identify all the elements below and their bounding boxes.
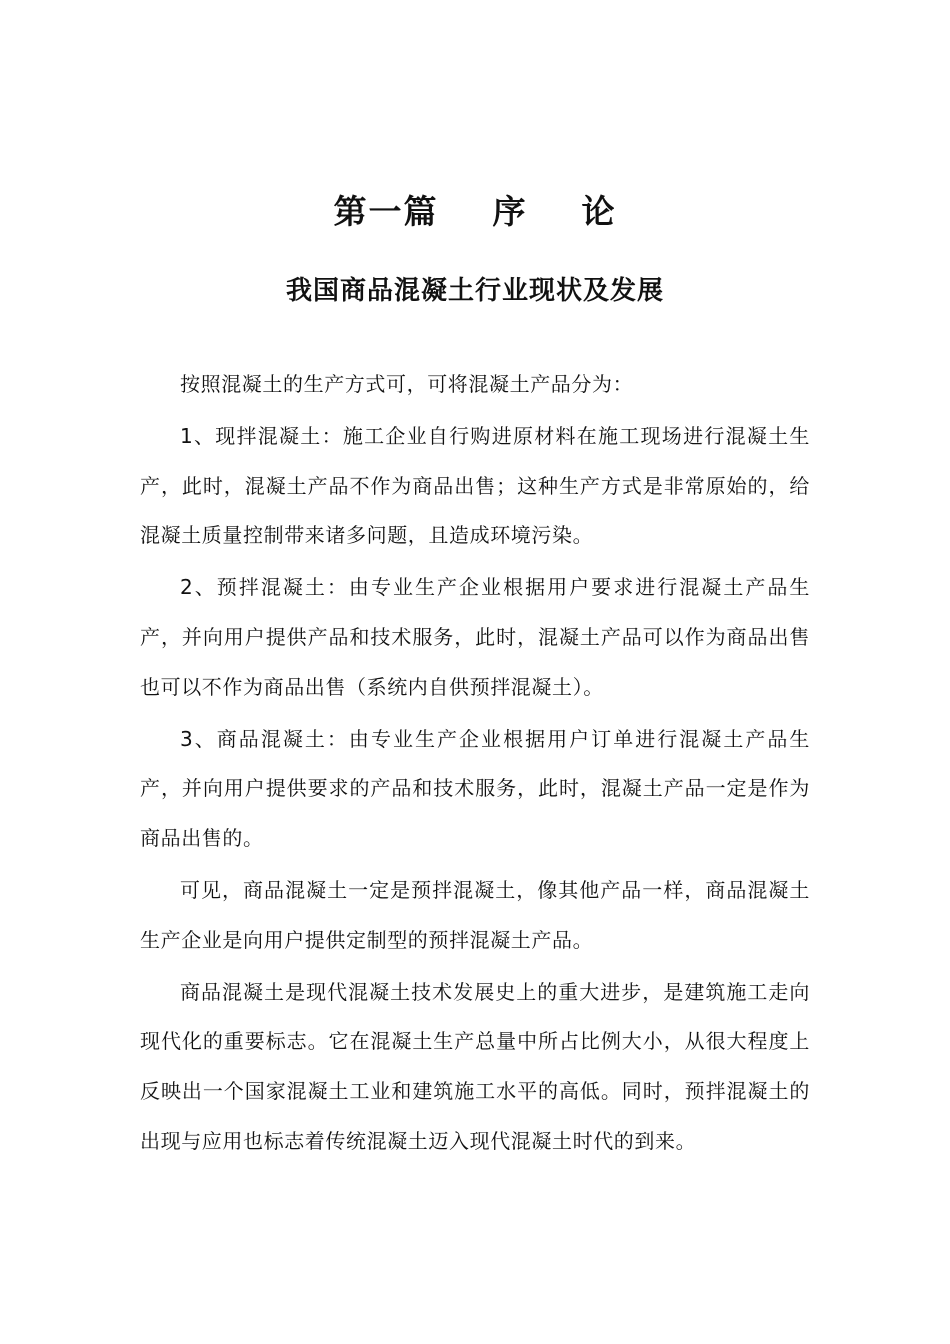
paragraph-conclusion: 可见，商品混凝土一定是预拌混凝土，像其他产品一样，商品混凝土生产企业是向用户提供定制型的预拌混凝土产品。	[140, 877, 810, 952]
section-subtitle: 我国商品混凝土行业现状及发展	[285, 276, 664, 306]
paragraph-ready-mixed-concrete: 2、预拌混凝土：由专业生产企业根据用户要求进行混凝土产品生产，并向用户提供产品和技术服务，此时，混凝土产品可以作为商品出售也可以不作为商品出售（系统内自供预拌混凝土）。	[140, 575, 810, 699]
paragraph-significance: 商品混凝土是现代混凝土技术发展史上的重大进步，是建筑施工走向现代化的重要标志。它在混凝土生产总量中所占比例大小，从很大程度上反映出一个国家混凝土工业和建筑施工水平的高低。同时，预拌混凝土的出现与应用也标志着传统混凝土迈入现代混凝土时代的到来。	[140, 979, 810, 1153]
paragraph-commercial-concrete: 3、商品混凝土：由专业生产企业根据用户订单进行混凝土产品生产，并向用户提供要求的产品和技术服务，此时，混凝土产品一定是作为商品出售的。	[140, 726, 810, 851]
body-text	[140, 360, 810, 1169]
chapter-title: 第一篇 序 论	[333, 192, 617, 231]
paragraph-intro: 按照混凝土的生产方式可，可将混凝土产品分为：	[180, 372, 634, 396]
paragraph-site-mixed-concrete: 1、现拌混凝土：施工企业自行购进原材料在施工现场进行混凝土生产，此时，混凝土产品不作为商品出售；这种生产方式是非常原始的，给混凝土质量控制带来诸多问题，且造成环境污染。	[140, 423, 810, 548]
